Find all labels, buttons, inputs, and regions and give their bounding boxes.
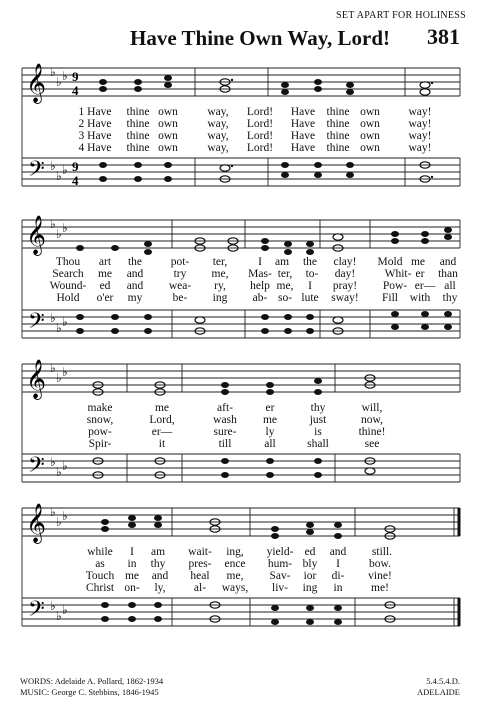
svg-text:9: 9 [72, 159, 79, 174]
lyric: al- [193, 582, 207, 594]
lyric: shall [307, 438, 329, 450]
lyric: me, [276, 280, 294, 292]
svg-text:♭: ♭ [62, 315, 68, 329]
lyric: Mold [377, 256, 403, 268]
verse-4-row [20, 142, 470, 155]
lyric: 4 Have [78, 142, 112, 154]
lyric: own [158, 118, 178, 130]
lyric: in [333, 582, 343, 594]
svg-text:𝄢: 𝄢 [28, 453, 45, 483]
svg-text:♭: ♭ [50, 65, 56, 79]
lyric: hum- [267, 558, 293, 570]
lyric: thine [126, 130, 150, 142]
svg-text:♭: ♭ [50, 505, 56, 519]
lyric: am [150, 546, 166, 558]
lyric: the [302, 256, 318, 268]
lyric: thy [310, 402, 326, 414]
lyric: on- [124, 582, 140, 594]
lyric: 3 Have [78, 130, 112, 142]
lyric: in [127, 558, 137, 570]
lyric: ab- [252, 292, 268, 304]
lyric: own [360, 142, 380, 154]
lyric: I [130, 546, 134, 558]
music-system-3 [20, 356, 470, 506]
words-credit: WORDS: Adelaide A. Pollard, 1862-1934 [20, 676, 164, 686]
lyric: thine [126, 106, 150, 118]
lyric: Pow- [382, 280, 408, 292]
lyric: I [308, 280, 312, 292]
lyric: own [158, 142, 178, 154]
svg-text:𝄢: 𝄢 [28, 309, 45, 339]
lyric: the [127, 256, 143, 268]
lyric: o'er [96, 292, 114, 304]
lyric: Touch [85, 570, 115, 582]
lyric: while [87, 546, 113, 558]
lyric: Have [290, 118, 316, 130]
lyric: so- [277, 292, 293, 304]
lyric: sure- [213, 426, 237, 438]
lyric: er— [414, 280, 436, 292]
lyric: ing [212, 292, 228, 304]
meter: 5.4.5.4.D. [426, 676, 460, 686]
svg-text:♭: ♭ [56, 75, 62, 89]
svg-text:𝄞: 𝄞 [26, 215, 47, 255]
music-system-4 [20, 500, 470, 650]
lyric: and [151, 570, 169, 582]
lyric: aft- [217, 402, 233, 414]
lyric: help [250, 280, 270, 292]
lyric: lute [301, 292, 319, 304]
lyric: art [98, 256, 112, 268]
svg-text:9: 9 [72, 69, 79, 84]
lyric: Thou [55, 256, 81, 268]
lyric: thy [150, 558, 166, 570]
lyric: pot- [170, 256, 190, 268]
svg-text:♭: ♭ [62, 459, 68, 473]
lyric: me, [211, 268, 229, 280]
lyric: Have [290, 142, 316, 154]
lyric: it [158, 438, 166, 450]
lyric: ter, [277, 268, 293, 280]
lyric: own [360, 118, 380, 130]
lyric: thine [126, 142, 150, 154]
lyric: Lord! [246, 130, 274, 142]
lyric: Mas- [248, 268, 272, 280]
lyric: is [314, 426, 322, 438]
lyric: am [274, 256, 290, 268]
verse-4-row [20, 292, 470, 305]
lyric: and [329, 546, 347, 558]
lyric: with [409, 292, 431, 304]
lyric: way, [207, 142, 229, 154]
lyric: own [360, 106, 380, 118]
lyric: ways, [221, 582, 249, 594]
lyric: heal [190, 570, 210, 582]
tune-name: ADELAIDE [417, 687, 460, 697]
svg-text:♭: ♭ [56, 227, 62, 241]
svg-text:♭: ♭ [50, 361, 56, 375]
lyric: Lord! [246, 142, 274, 154]
lyric: all [444, 280, 456, 292]
lyric: er [415, 268, 425, 280]
lyric: ry, [214, 280, 226, 292]
lyric: yield- [266, 546, 294, 558]
lyric: way! [408, 118, 432, 130]
lyric: way, [207, 130, 229, 142]
lyric: try [173, 268, 187, 280]
svg-text:♭: ♭ [62, 69, 68, 83]
svg-text:♭: ♭ [50, 455, 56, 469]
lyric: ter, [212, 256, 228, 268]
credits [20, 676, 163, 698]
lyric: will, [361, 402, 383, 414]
lyric: er [265, 402, 275, 414]
lyric: thine [326, 130, 350, 142]
lyric: thine! [358, 426, 386, 438]
lyric: thine [326, 142, 350, 154]
lyric: as [95, 558, 105, 570]
lyric: thy [442, 292, 458, 304]
lyric: Lord! [246, 118, 274, 130]
music-system-1 [20, 60, 470, 220]
lyric: Lord! [246, 106, 274, 118]
lyric: and [126, 280, 144, 292]
svg-text:♭: ♭ [50, 159, 56, 173]
lyric: Search [52, 268, 84, 280]
svg-text:𝄞: 𝄞 [26, 63, 47, 103]
lyric: me [97, 268, 113, 280]
lyric: snow, [86, 414, 114, 426]
lyric: ing, [226, 546, 244, 558]
lyric: and [126, 268, 144, 280]
svg-text:♭: ♭ [62, 221, 68, 235]
lyric: sway! [331, 292, 359, 304]
svg-text:♭: ♭ [62, 603, 68, 617]
svg-text:♭: ♭ [62, 365, 68, 379]
lyric: to- [305, 268, 319, 280]
lyric: way! [408, 142, 432, 154]
lyric: ence [224, 558, 246, 570]
svg-text:♭: ♭ [56, 515, 62, 529]
lyric: pray! [332, 280, 358, 292]
lyric: way! [408, 106, 432, 118]
lyric: ior [303, 570, 317, 582]
lyric: Have [290, 130, 316, 142]
lyric: way, [207, 106, 229, 118]
lyric: ly [265, 426, 275, 438]
hymn-number: 381 [427, 24, 460, 49]
lyric: Wound- [49, 280, 87, 292]
lyric: 2 Have [78, 118, 112, 130]
music-system-2 [20, 212, 470, 362]
lyric: thine [126, 118, 150, 130]
lyric: own [360, 130, 380, 142]
lyric: liv- [272, 582, 288, 594]
lyric: wash [213, 414, 237, 426]
lyric: make [87, 402, 113, 414]
lyric: way! [408, 130, 432, 142]
lyric: Sav- [269, 570, 291, 582]
section-heading: SET APART FOR HOLINESS [335, 10, 466, 21]
tune-info [417, 676, 460, 698]
lyric: see [364, 438, 380, 450]
lyric: wait- [188, 546, 212, 558]
svg-text:𝄢: 𝄢 [28, 157, 45, 187]
svg-text:4: 4 [72, 83, 79, 98]
lyric: Fill [382, 292, 398, 304]
lyric: me, [226, 570, 244, 582]
lyric: day! [334, 268, 356, 280]
lyric: 1 Have [78, 106, 112, 118]
lyric: ly, [154, 582, 166, 594]
svg-text:♭: ♭ [50, 599, 56, 613]
lyric: thine [326, 106, 350, 118]
svg-text:♭: ♭ [50, 217, 56, 231]
lyric: er— [151, 426, 173, 438]
svg-text:♭: ♭ [56, 371, 62, 385]
hymn-title: Have Thine Own Way, Lord! [130, 26, 391, 50]
lyric: own [158, 106, 178, 118]
lyric: and [439, 256, 457, 268]
lyric: Whit- [384, 268, 412, 280]
lyric: pres- [188, 558, 212, 570]
lyric: than [438, 268, 458, 280]
lyric: vine! [368, 570, 392, 582]
verse-4-row [20, 582, 470, 595]
lyric: clay! [333, 256, 357, 268]
lyric: still. [371, 546, 393, 558]
lyric: I [336, 558, 340, 570]
lyric: thine [326, 118, 350, 130]
lyric: way, [207, 118, 229, 130]
lyric: Lord, [149, 414, 175, 426]
lyric: now, [361, 414, 383, 426]
svg-text:♭: ♭ [56, 169, 62, 183]
lyric: bly [302, 558, 318, 570]
svg-text:♭: ♭ [56, 609, 62, 623]
svg-text:♭: ♭ [62, 509, 68, 523]
lyric: just [309, 414, 327, 426]
lyric: pow- [88, 426, 112, 438]
verse-4-row [20, 438, 470, 451]
lyric: my [127, 292, 143, 304]
lyric: me [262, 414, 278, 426]
lyric: ed [99, 280, 111, 292]
lyric: bow. [369, 558, 391, 570]
lyric: be- [172, 292, 188, 304]
lyric: me! [371, 582, 389, 594]
lyric: Christ [85, 582, 115, 594]
svg-text:4: 4 [72, 173, 79, 188]
lyric: me [410, 256, 426, 268]
lyric: ed [304, 546, 316, 558]
svg-text:𝄢: 𝄢 [28, 597, 45, 627]
lyric: Have [290, 106, 316, 118]
lyric: me [154, 402, 170, 414]
svg-text:𝄞: 𝄞 [26, 503, 47, 543]
svg-text:♭: ♭ [50, 311, 56, 325]
lyric: all [264, 438, 276, 450]
lyric: me [124, 570, 140, 582]
music-credit: MUSIC: George C. Stebbins, 1846-1945 [20, 687, 159, 697]
lyric: ing [302, 582, 318, 594]
svg-text:♭: ♭ [56, 321, 62, 335]
lyric: Hold [56, 292, 80, 304]
svg-text:♭: ♭ [56, 465, 62, 479]
lyric: I [258, 256, 262, 268]
svg-text:𝄞: 𝄞 [26, 359, 47, 399]
lyric: own [158, 130, 178, 142]
lyric: till [218, 438, 232, 450]
svg-text:♭: ♭ [62, 163, 68, 177]
lyric: wea- [168, 280, 192, 292]
lyric: di- [331, 570, 345, 582]
lyric: Spir- [88, 438, 112, 450]
